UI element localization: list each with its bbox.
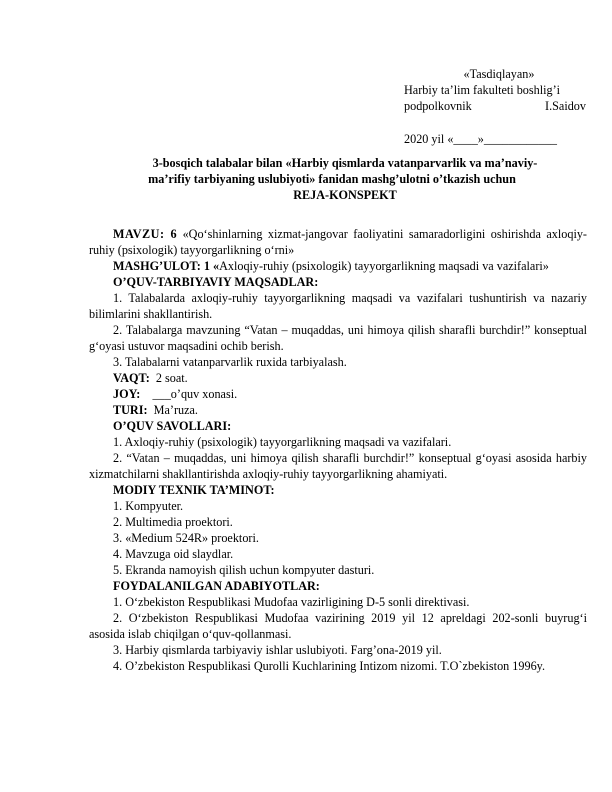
time-line (89, 370, 587, 386)
approval-title: «Tasdiqlayan» (463, 67, 535, 81)
equipment-heading: MODIY TEXNIK TA’MINOT: (113, 483, 275, 497)
literature-item: 1. O‘zbekiston Respublikasi Mudofaa vazirligining D-5 sonli direktivasi. (113, 595, 470, 609)
equipment-item: 4. Mavzuga oid slaydlar. (113, 547, 234, 561)
question-item: 2. “Vatan – muqaddas, uni himoya qilish sharafli burchdir!” konseptual g‘oyasi asosida harbiy xizmatchilarni shakllantirishda axloqiy-ruhiy tayyorgarlikning ahamiyati. (89, 451, 587, 481)
literature-item: 3. Harbiy qismlarda tarbiyaviy ishlar uslubiyoti. Farg’ona-2019 yil. (113, 643, 442, 657)
topic-label: MAVZU: 6 (113, 227, 178, 241)
question-item: 1. Axloqiy-ruhiy (psixologik) tayyorgarlikning maqsadi va vazifalari. (113, 435, 452, 449)
lesson-paragraph (89, 258, 587, 274)
place-value: ___o’quv xonasi. (140, 387, 238, 401)
equipment-item: 1. Kompyuter. (113, 499, 184, 513)
heading-line-3: REJA-KONSPEKT (293, 188, 397, 202)
goal-item: 3. Talabalarni vatanparvarlik ruxida tarbiyalash. (113, 355, 347, 369)
lesson-text: Axloqiy-ruhiy (psixologik) tayyorgarlikning maqsadi va vazifalari» (219, 259, 549, 273)
equipment-item: 5. Ekranda namoyish qilish uchun kompyuter dasturi. (113, 563, 375, 577)
heading-line-1: 3-bosqich talabalar bilan «Harbiy qismlarda vatanparvarlik va ma’naviy- (152, 156, 538, 170)
approval-name: I.Saidov (545, 99, 586, 113)
time-value: 2 soat. (149, 371, 188, 385)
literature-item: 2. O‘zbekiston Respublikasi Mudofaa vazirining 2019 yil 12 apreldagi 202-sonli buyrug‘i asosida islab chiqilgan o‘quv-qollanmasi. (89, 611, 587, 641)
document-body (89, 226, 587, 674)
approval-position: Harbiy ta’lim fakulteti boshlig’i (404, 83, 561, 97)
goal-item: 2. Talabalarga mavzuning “Vatan – muqaddas, uni himoya qilish sharafli burchdir!” konseptual g‘oyasi ustuvor maqsadini ochib berish. (89, 323, 587, 353)
heading-line-2: ma’rifiy tarbiyaning uslubiyoti» fanidan mashg’ulotni o’tkazish uchun (148, 172, 516, 186)
time-label: VAQT: (113, 371, 150, 385)
plan-heading (110, 155, 580, 203)
type-line (89, 402, 587, 418)
goals-heading: O’QUV-TARBIYAVIY MAQSADLAR: (113, 275, 319, 289)
topic-paragraph (89, 226, 587, 258)
type-label: TURI: (113, 403, 148, 417)
approval-rank-line (404, 98, 586, 114)
goal-item: 1. Talabalarda axloqiy-ruhiy tayyorgarlikning maqsadi va vazifalari tushuntirish va nazariy bilimlarini shakllantirish. (89, 291, 587, 321)
topic-text: «Qo‘shinlarning xizmat-jangovar faoliyatini samaradorligini oshirishda axloqiy-ruhiy (psixologik) tayyorgarlikning o‘rni» (89, 227, 587, 257)
place-line (89, 386, 587, 402)
lesson-label: MASHG’ULOT: 1 « (113, 259, 220, 273)
equipment-item: 2. Multimedia proektori. (113, 515, 233, 529)
approval-block (404, 66, 586, 147)
approval-date: 2020 yil «____»____________ (404, 132, 558, 146)
questions-heading: O’QUV SAVOLLARI: (113, 419, 232, 433)
literature-heading: FOYDALANILGAN ADABIYOTLAR: (113, 579, 320, 593)
approval-rank: podpolkovnik (404, 99, 472, 113)
literature-item: 4. O’zbekiston Respublikasi Qurolli Kuchlarining Intizom nizomi. T.O`zbekiston 1996y. (113, 659, 546, 673)
type-value: Ma’ruza. (147, 403, 198, 417)
place-label: JOY: (113, 387, 141, 401)
equipment-item: 3. «Medium 524R» proektori. (113, 531, 259, 545)
